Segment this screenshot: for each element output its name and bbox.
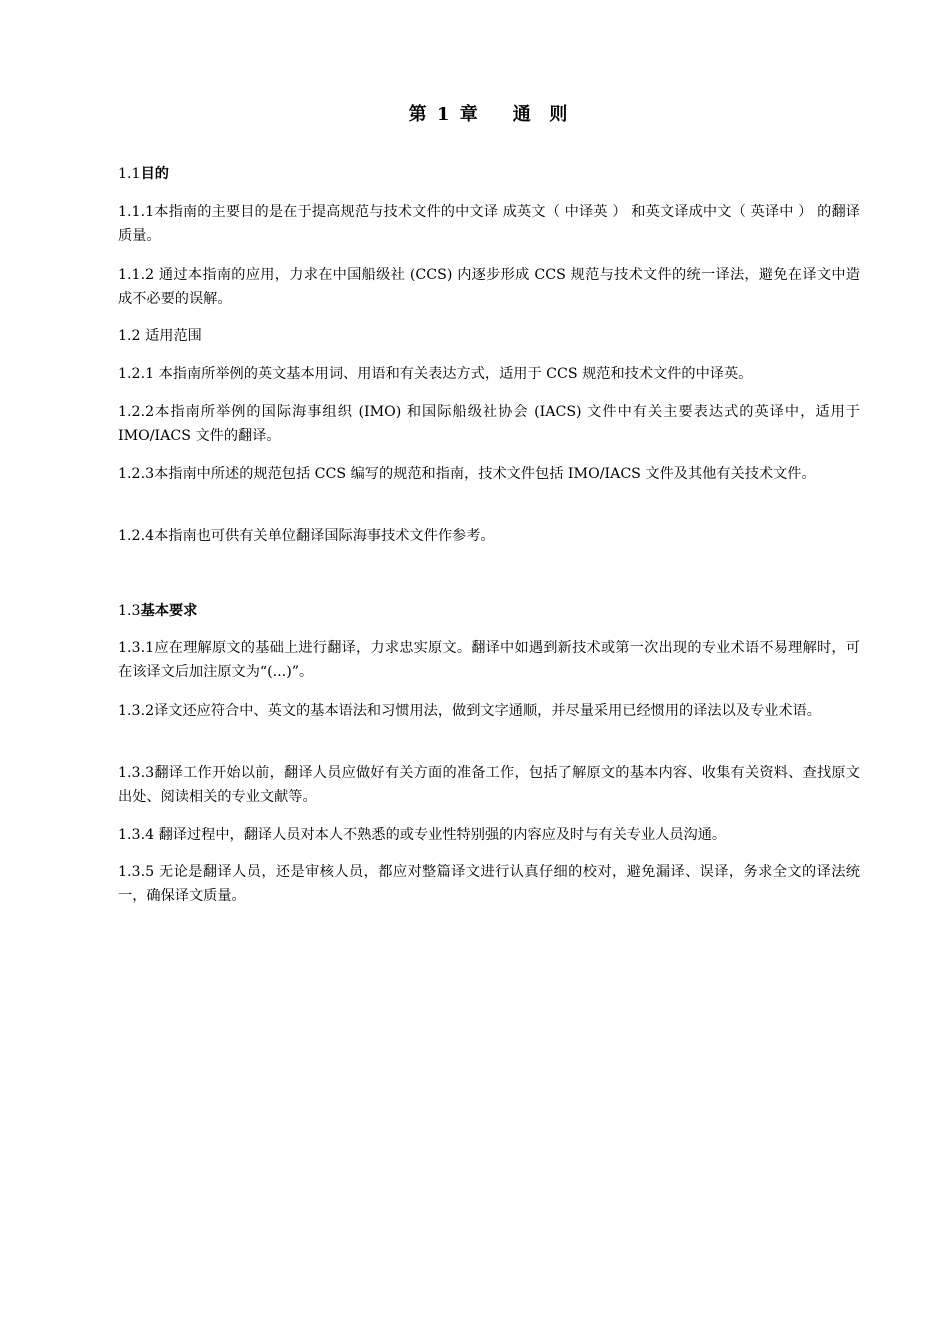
section-number: 1.2 [118,328,141,344]
paragraph-1-1-2: 1.1.2 通过本指南的应用，力求在中国船级社 (CCS) 内逐步形成 CCS 规范与技术文件的统一译法，避免在译文中造成不必要的误解。 [118,267,860,307]
section-heading-1-3 [118,599,860,623]
paragraph-1-3-4: 1.3.4 翻译过程中，翻译人员对本人不熟悉的或专业性特别强的内容应及时与有关专业人员沟通。 [118,827,727,843]
paragraph-1-2-1: 1.2.1 本指南所举例的英文基本用词、用语和有关表达方式，适用于 CCS 规范和技术文件的中译英。 [118,366,753,382]
section-number: 1.1 [118,166,141,182]
paragraph-1-3-5: 1.3.5 无论是翻译人员，还是审核人员，都应对整篇译文进行认真仔细的校对，避免漏译、误译，务求全文的译法统一，确保译文质量。 [118,864,860,904]
section-heading-1-1 [118,162,860,186]
section-number: 1.3 [118,603,141,619]
paragraph-1-2-2: 1.2.2本指南所举例的国际海事组织 (IMO) 和国际船级社协会 (IACS) 文件中有关主要表达式的英译中，适用于IMO/IACS 文件的翻译。 [118,404,860,444]
paragraph-1-2-3: 1.2.3本指南中所述的规范包括 CCS 编写的规范和指南，技术文件包括 IMO/IACS 文件及其他有关技术文件。 [118,466,816,482]
section-title: 目的 [140,166,169,182]
paragraph-1-3-2: 1.3.2译文还应符合中、英文的基本语法和习惯用法，做到文字通顺，并尽量采用已经惯用的译法以及专业术语。 [118,703,821,719]
paragraph-1-3-1: 1.3.1应在理解原文的基础上进行翻译，力求忠实原文。翻译中如遇到新技术或第一次出现的专业术语不易理解时，可在该译文后加注原文为“(...)”。 [118,640,860,680]
paragraph-1-2-4: 1.2.4本指南也可供有关单位翻译国际海事技术文件作参考。 [118,528,495,544]
section-heading-1-2 [118,324,860,348]
paragraph-1-1-1: 1.1.1本指南的主要目的是在于提高规范与技术文件的中文译 成英文（ 中译英 ） 和英文译成中文（ 英译中 ） 的翻译质量。 [118,204,860,244]
section-title: 基本要求 [140,603,198,619]
section-title: 适用范围 [140,328,202,344]
chapter-title: 第 1 章 通 则 [408,104,570,125]
paragraph-1-3-3: 1.3.3翻译工作开始以前，翻译人员应做好有关方面的准备工作，包括了解原文的基本内容、收集有关资料、查找原文出处、阅读相关的专业文献等。 [118,765,860,805]
